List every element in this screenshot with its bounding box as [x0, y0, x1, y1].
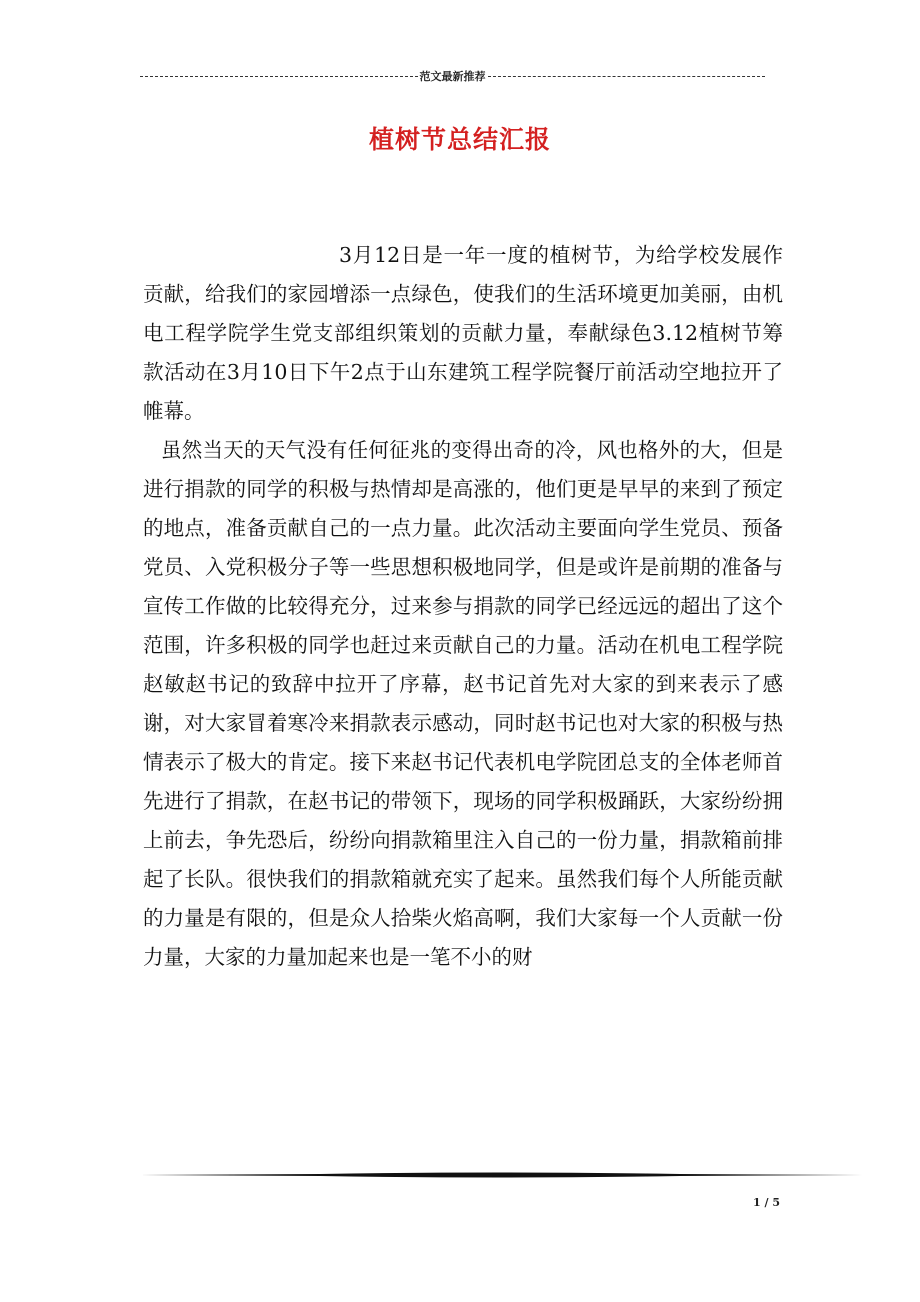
header-label: 范文最新推荐: [419, 70, 486, 83]
footer-rule: [140, 1171, 862, 1179]
paragraph-2: 虽然当天的天气没有任何征兆的变得出奇的冷，风也格外的大，但是进行捐款的同学的积极与热情却是高涨的，他们更是早早的来到了预定的地点，准备贡献自己的一点力量。此次活动主要面向学生党员、预备党员、入党积极分子等一些思想积极地同学，但是或许是前期的准备与宣传工作做的比较得充分，过来参与捐款的同学已经远远的超出了这个范围，许多积极的同学也赶过来贡献自己的力量。活动在机电工程学院赵敏赵书记的致辞中拉开了序幕，赵书记首先对大家的到来表示了感谢，对大家冒着寒冷来捐款表示感动，同时赵书记也对大家的积极与热情表示了极大的肯定。接下来赵书记代表机电学院团总支的全体老师首先进行了捐款，在赵书记的带领下，现场的同学积极踊跃，大家纷纷拥上前去，争先恐后，纷纷向捐款箱里注入自己的一份力量，捐款箱前排起了长队。很快我们的捐款箱就充实了起来。虽然我们每个人所能贡献的力量是有限的，但是众人拾柴火焰高啊，我们大家每一个人贡献一份力量，大家的力量加起来也是一笔不小的财: [143, 438, 783, 969]
document-title: 植树节总结汇报: [368, 125, 551, 154]
document-body: [143, 236, 783, 977]
paragraph-1: 3月12日是一年一度的植树节，为给学校发展作贡献，给我们的家园增添一点绿色，使我们的生活环境更加美丽，由机电工程学院学生党支部组织策划的贡献力量，奉献绿色3.12植树节筹款活动在3月10日下午2点于山东建筑工程学院餐厅前活动空地拉开了帷幕。: [143, 243, 783, 423]
header-dash-left: [140, 76, 418, 77]
page-number: 1 / 5: [753, 1196, 780, 1209]
header-dash-right: [488, 76, 766, 77]
page-header: [140, 68, 765, 84]
